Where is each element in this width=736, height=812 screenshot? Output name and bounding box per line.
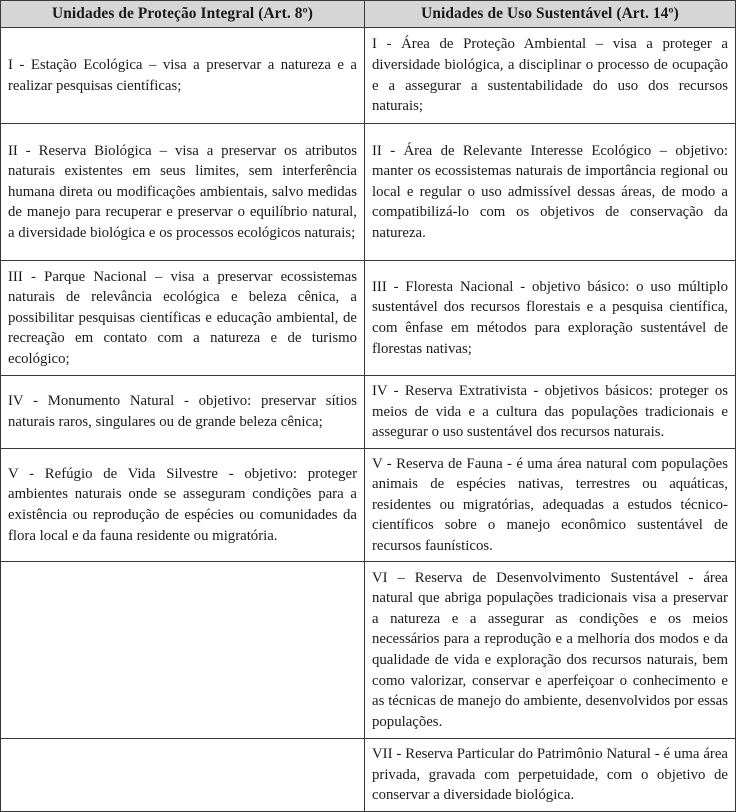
cell-integral-2: II - Reserva Biológica – visa a preservar os atributos naturais existentes em seus limites, sem interferência humana direta ou modificações ambientais, salvo medidas de manejo para recuperar e preservar o equilíbrio natural, a diversidade biológica e os processos ecológicos naturais; bbox=[1, 124, 365, 261]
cell-integral-4: IV - Monumento Natural - objetivo: preservar sítios naturais raros, singulares ou de grande beleza cênica; bbox=[1, 376, 365, 449]
cell-integral-6-empty bbox=[1, 562, 365, 739]
cell-integral-3: III - Parque Nacional – visa a preservar ecossistemas naturais de relevância ecológica e beleza cênica, a possibilitar pesquisas científicas e educação ambiental, de recreação em contato com a natureza e de turismo ecológico; bbox=[1, 261, 365, 376]
cell-sustainable-2: II - Área de Relevante Interesse Ecológico – objetivo: manter os ecossistemas naturais de importância regional ou local e regular o uso admissível dessas áreas, de modo a compatibilizá-lo com os objetivos de conservação da natureza. bbox=[365, 124, 736, 261]
table-row bbox=[1, 562, 736, 739]
cell-sustainable-1: I - Área de Proteção Ambiental – visa a proteger a diversidade biológica, a disciplinar o processo de ocupação e a assegurar a sustentabilidade do uso dos recursos naturais; bbox=[365, 28, 736, 124]
table-row bbox=[1, 28, 736, 124]
cell-sustainable-5: V - Reserva de Fauna - é uma área natural com populações animais de espécies nativas, terrestres ou aquáticas, residentes ou migratórias, adequadas a estudos técnico-científicos sobre o manejo econômico sustentável de recursos faunísticos. bbox=[365, 449, 736, 562]
cell-sustainable-4: IV - Reserva Extrativista - objetivos básicos: proteger os meios de vida e a cultura das populações tradicionais e assegurar o uso sustentável dos recursos naturais. bbox=[365, 376, 736, 449]
cell-sustainable-3: III - Floresta Nacional - objetivo básico: o uso múltiplo sustentável dos recursos florestais e a pesquisa científica, com ênfase em métodos para exploração sustentável de florestas nativas; bbox=[365, 261, 736, 376]
header-sustainable-use: Unidades de Uso Sustentável (Art. 14º) bbox=[365, 1, 736, 28]
header-row bbox=[1, 1, 736, 28]
cell-integral-1: I - Estação Ecológica – visa a preservar a natureza e a realizar pesquisas científicas; bbox=[1, 28, 365, 124]
cell-integral-5: V - Refúgio de Vida Silvestre - objetivo: proteger ambientes naturais onde se asseguram condições para a existência ou reprodução de espécies ou comunidades da flora local e da fauna residente ou migratória. bbox=[1, 449, 365, 562]
table-row bbox=[1, 261, 736, 376]
cell-integral-7-empty bbox=[1, 739, 365, 812]
table-row bbox=[1, 376, 736, 449]
cell-sustainable-6: VI – Reserva de Desenvolvimento Sustentável - área natural que abriga populações tradicionais visa a preservar a natureza e a assegurar as condições e os meios necessários para a reprodução e a melhoria dos modos e da qualidade de vida e exploração dos recursos naturais, bem como valorizar, conservar e aperfeiçoar o conhecimento e as técnicas de manejo do ambiente, desenvolvidos por essas populações. bbox=[365, 562, 736, 739]
cell-sustainable-7: VII - Reserva Particular do Patrimônio Natural - é uma área privada, gravada com perpetuidade, com o objetivo de conservar a diversidade biológica. bbox=[365, 739, 736, 812]
table-row bbox=[1, 449, 736, 562]
header-integral-protection: Unidades de Proteção Integral (Art. 8º) bbox=[1, 1, 365, 28]
table-row bbox=[1, 124, 736, 261]
table-row bbox=[1, 739, 736, 812]
